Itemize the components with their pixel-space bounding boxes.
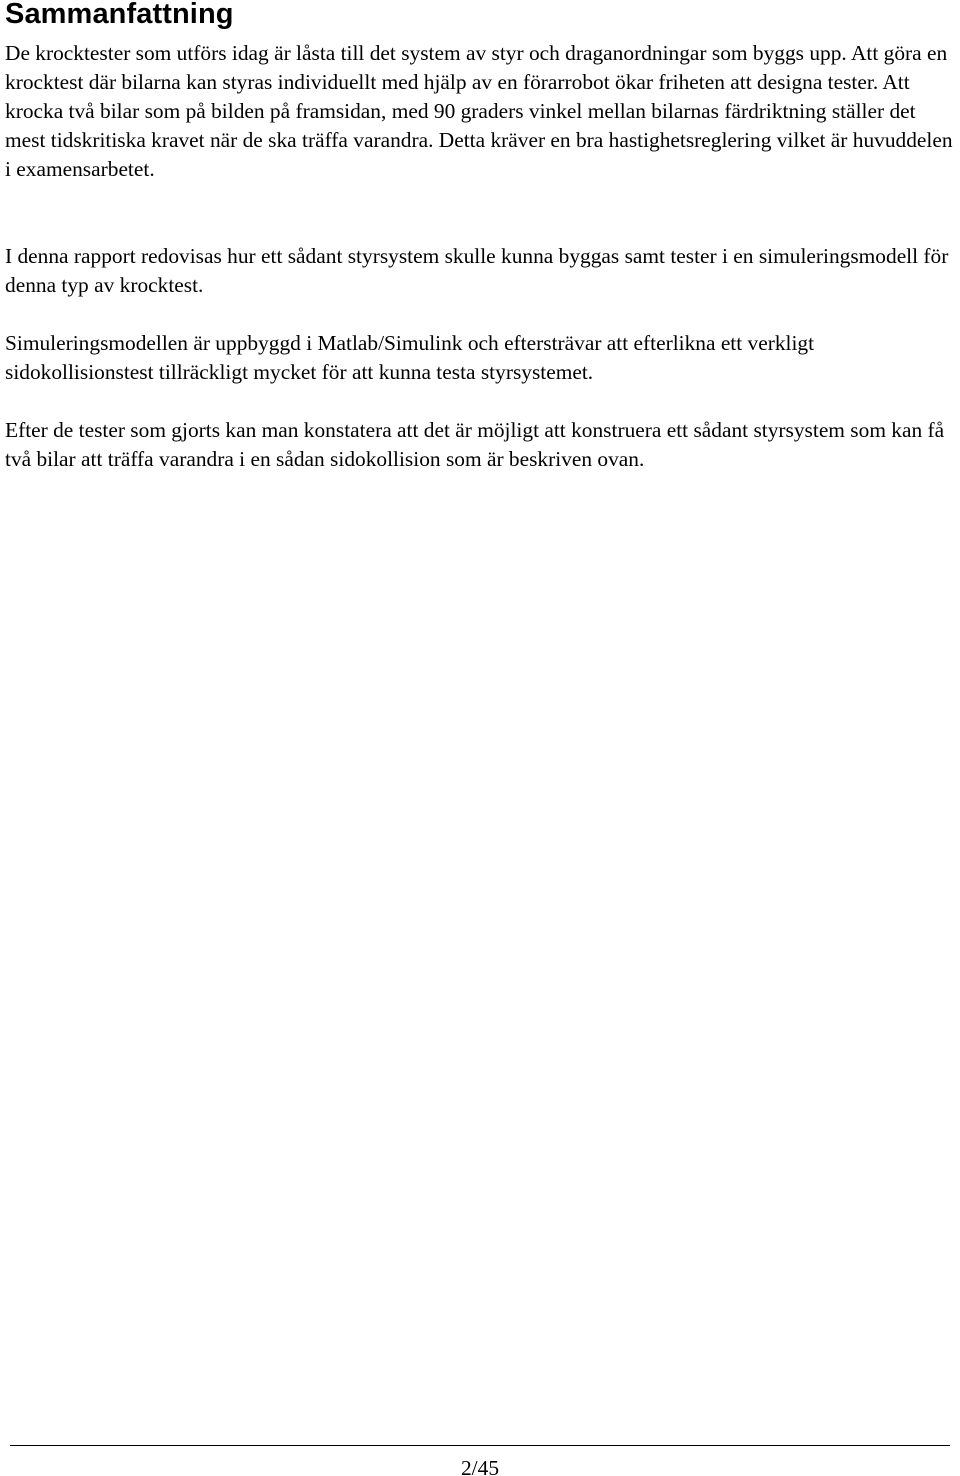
summary-paragraph-3: Simuleringsmodellen är uppbyggd i Matlab/Simulink och eftersträvar att efterlikna ett verkligt sidokollisionstest tillräckligt mycket för att kunna testa styrsystemet. bbox=[5, 331, 815, 384]
section-heading: Sammanfattning bbox=[5, 0, 234, 30]
summary-paragraph-2: I denna rapport redovisas hur ett sådant styrsystem skulle kunna byggas samt tester i en simuleringsmodell för denna typ av krocktest. bbox=[5, 244, 949, 297]
footer-divider bbox=[10, 1445, 950, 1446]
summary-paragraph-4: Efter de tester som gjorts kan man konstatera att det är möjligt att konstruera ett sådant styrsystem som kan få två bilar att träffa varandra i en sådan sidokollision som är beskriven ovan. bbox=[5, 418, 945, 471]
page-number: 2/45 bbox=[460, 1456, 500, 1476]
summary-paragraph-1: De krocktester som utförs idag är låsta till det system av styr och draganordningar som byggs upp. Att göra en krocktest där bilarna kan styras individuellt med hjälp av en förarrobot ökar friheten att designa tester. Att krocka två bilar som på bilden på framsidan, med 90 graders vinkel mellan bilarnas färdriktning ställer det mest tidskritiska kravet när de ska träffa varandra. Detta kräver en bra hastighetsreglering vilket är huvuddelen i examensarbetet. bbox=[5, 41, 953, 181]
